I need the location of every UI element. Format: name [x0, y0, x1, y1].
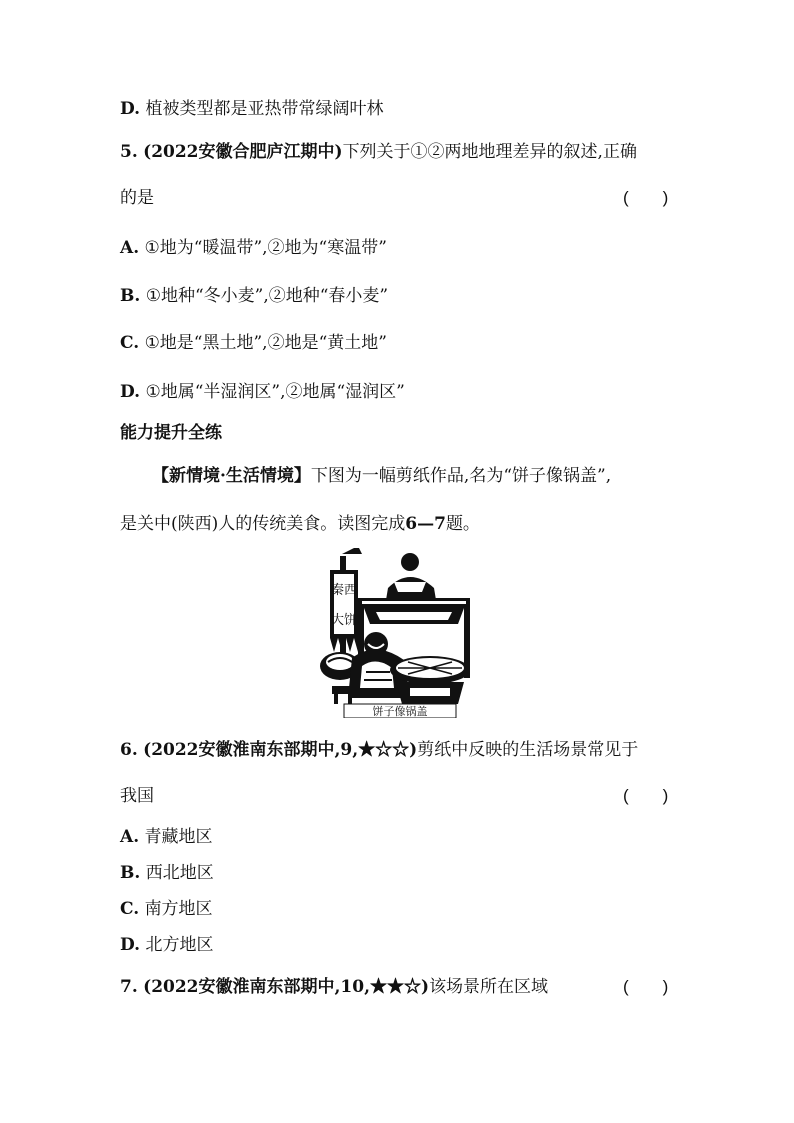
context-tag: 【新情境·生活情境】	[152, 466, 311, 486]
intro-text: 下图为一幅剪纸作品,名为“饼子像锅盖”,	[310, 466, 612, 486]
q5-stem	[120, 140, 637, 164]
intro-text: 是关中(陕西)人的传统美食。读图完成	[120, 514, 406, 534]
q6-option-d	[120, 933, 213, 957]
question-text: 剪纸中反映的生活场景常见于	[417, 740, 639, 760]
q6-option-c	[120, 897, 213, 921]
intro-line1	[152, 464, 611, 488]
option-text: 北方地区	[145, 935, 214, 955]
paper-cut-figure	[318, 548, 476, 718]
intro-line2	[120, 512, 480, 536]
q5-stem-line2: 的是	[120, 188, 154, 208]
option-letter: A.	[120, 238, 140, 258]
question-range: 6—7	[405, 514, 446, 534]
option-text: 植被类型都是亚热带常绿阔叶林	[145, 99, 384, 119]
question-number: 6.	[120, 740, 138, 760]
question-source: (2022安徽合肥庐江期中)	[143, 142, 343, 162]
q4-option-d	[120, 97, 383, 121]
question-number: 7.	[120, 977, 138, 997]
option-letter: D.	[120, 935, 141, 955]
option-text: 青藏地区	[144, 827, 213, 847]
option-text: ①地为“暖温带”,②地为“寒温带”	[144, 238, 387, 258]
option-letter: C.	[120, 333, 140, 353]
question-source: (2022安徽淮南东部期中,9,★☆☆)	[143, 740, 418, 760]
sign-text-top: 秦西	[330, 583, 358, 598]
figure-caption: 饼子像锅盖	[372, 705, 428, 718]
q5-option-c	[120, 331, 387, 355]
question-text: 下列关于①②两地地理差异的叙述,正确	[342, 142, 637, 162]
option-letter: C.	[120, 899, 140, 919]
q6-answer-blank[interactable]: ( )	[623, 786, 669, 805]
q5-option-b	[120, 284, 388, 308]
option-text: ①地是“黑土地”,②地是“黄土地”	[144, 333, 387, 353]
option-letter: D.	[120, 99, 141, 119]
q6-stem	[120, 738, 638, 762]
intro-text: 题。	[445, 514, 480, 534]
q7-stem	[120, 975, 548, 999]
option-text: 南方地区	[144, 899, 213, 919]
q5-option-a	[120, 236, 387, 260]
q6-option-b	[120, 861, 214, 885]
option-letter: B.	[120, 286, 141, 306]
q5-option-d	[120, 380, 405, 404]
option-text: ①地属“半湿润区”,②地属“湿润区”	[145, 382, 405, 402]
sign-text-bottom: 大饼	[330, 613, 358, 628]
q6-stem-line2: 我国	[120, 786, 154, 806]
q6-option-a	[120, 825, 213, 849]
q5-answer-blank[interactable]: ( )	[623, 188, 669, 207]
option-text: ①地种“冬小麦”,②地种“春小麦”	[145, 286, 389, 306]
section-title: 能力提升全练	[120, 423, 222, 443]
question-text: 该场景所在区域	[429, 977, 549, 997]
option-letter: A.	[120, 827, 140, 847]
q7-answer-blank[interactable]: ( )	[623, 977, 669, 996]
option-letter: B.	[120, 863, 141, 883]
option-text: 西北地区	[145, 863, 214, 883]
option-letter: D.	[120, 382, 141, 402]
question-source: (2022安徽淮南东部期中,10,★★☆)	[143, 977, 430, 997]
question-number: 5.	[120, 142, 138, 162]
